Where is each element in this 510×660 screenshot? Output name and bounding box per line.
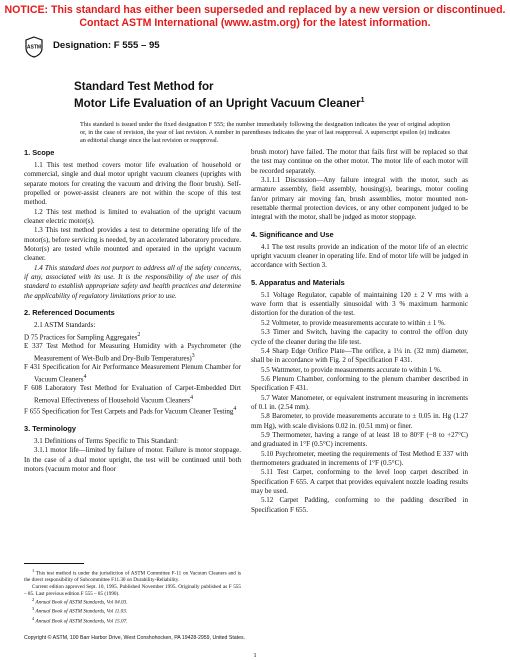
- footnote-2-text: Annual Book of ASTM Standards, Vol 04.03.: [35, 599, 128, 606]
- ref-d75-sup: 2: [137, 331, 141, 338]
- para-5-3: 5.3 Timer and Switch, having the capacity to control the off/on duty cycle of the cleaner during the life test.: [251, 328, 468, 346]
- ref-f608-sup: 4: [190, 394, 194, 401]
- footnote-1-b: Current edition approved Sept. 10, 1995. Published November 1995. Originally published as F 555 – 85. Last previous edition F 555 – 85 (1990).: [24, 583, 241, 597]
- right-column: [251, 148, 468, 515]
- ref-d75: [24, 331, 241, 343]
- ref-f431: [24, 363, 241, 384]
- ref-e337: [24, 342, 241, 363]
- heading-apparatus: 5. Apparatus and Materials: [251, 277, 345, 287]
- title-line-1: Standard Test Method for: [74, 80, 214, 93]
- para-5-10: 5.10 Psychrometer, meeting the requirements of Test Method E 337 with thermometers graduated in increments of 1°F (0.5°C).: [251, 449, 468, 467]
- title-line-2-wrap: [74, 94, 454, 111]
- heading-scope: 1. Scope: [24, 148, 55, 157]
- footnote-4-text: Annual Book of ASTM Standards, Vol 15.07.: [35, 618, 128, 625]
- document-title: [74, 80, 454, 111]
- para-3-1-1-1: 3.1.1.1 Discussion—Any failure integral with the motor, such as armature assembly, field assembly, housing(s), bearings, motor cooling fan/or primary air moving fan, brush assemblies, motor mounted non-resettable thermal protection devices, or any other component judged to be integral with the motor, shall be judged as motor stoppage.: [251, 176, 468, 222]
- notice-line-2: Contact ASTM International (www.astm.org) for the latest information.: [79, 17, 431, 29]
- ref-f608-text: F 608 Laboratory Test Method for Evaluation of Carpet-Embedded Dirt Removal Effectiveness of Household Vacuum Cleaners: [24, 384, 241, 404]
- heading-significance: 4. Significance and Use: [251, 229, 334, 239]
- footnote-divider: [24, 563, 84, 564]
- left-column: [24, 148, 241, 474]
- para-5-12: 5.12 Carpet Padding, conforming to the padding described in Specification F 655.: [251, 496, 468, 514]
- para-5-4: 5.4 Sharp Edge Orifice Plate—The orifice, a 1¼ in. (32 mm) diameter, shall be in accordance with Fig. 2 of Specification F 431.: [251, 346, 468, 365]
- para-5-7: 5.7 Water Manometer, or equivalent instrument measuring in increments of 0.1 in. (2.54 mm).: [251, 393, 468, 411]
- ref-d75-text: D 75 Practices for Sampling Aggregates: [24, 332, 138, 341]
- ref-f655-text: F 655 Specification for Test Carpets and Pads for Vacuum Cleaner Testing: [24, 407, 234, 416]
- para-5-1: 5.1 Voltage Regulator, capable of maintaining 120 ± 2 V rms with a wave form that is essentially sinusoidal with 3 % maximum harmonic distortion for the duration of the test.: [251, 290, 468, 318]
- page-number: 1: [253, 652, 257, 659]
- footnotes: [24, 568, 241, 625]
- para-1-2: 1.2 This test method is limited to evaluation of the upright vacuum cleaner electric motor(s).: [24, 207, 241, 226]
- para-1-3: 1.3 This test method provides a test to determine operating life of the motor(s), before servicing is needed, by an accelerated laboratory procedure. Motor(s) are tested while mounted and operated in the upright vacuum cleaner.: [24, 226, 241, 263]
- para-5-8: 5.8 Barometer, to provide measurements accurate to ± 0.05 in. Hg (1.27 mm Hg), with scale divisions 0.02 in. (0.51 mm) or finer.: [251, 412, 468, 430]
- para-2-1: 2.1 ASTM Standards:: [34, 321, 96, 330]
- notice-line-1: NOTICE: This standard has either been superseded and replaced by a new version or discontinued.: [4, 4, 506, 16]
- para-3-1: 3.1 Definitions of Terms Specific to This Standard:: [34, 436, 179, 445]
- heading-referenced-documents: 2. Referenced Documents: [24, 308, 115, 318]
- footnote-1-text: This test method is under the jurisdiction of ASTM Committee F-11 on Vacuum Cleaners and is the direct responsibility of Subcommittee F11.30 on Durability-Reliability.: [24, 570, 241, 584]
- para-5-2: 5.2 Voltmeter, to provide measurements accurate to within ± 1 %.: [261, 318, 446, 327]
- footnote-4: $^4$ Annual Book of ASTM Standards, Vol 15.07.: [32, 615, 128, 625]
- footnote-2: $^2$ Annual Book of ASTM Standards, Vol 04.03.: [32, 597, 128, 606]
- ref-f431-sup: 4: [83, 373, 87, 380]
- para-1-1: 1.1 This test method covers motor life evaluation of household or commercial, single and dual motor upright vacuum cleaners (uprights with separate motors for creating the vacuum and driving the floor brush). Self-propelled or power-assist cleaners are not within the scope of this test method.: [24, 161, 241, 207]
- designation: Designation: F 555 – 95: [53, 40, 160, 51]
- title-footnote-marker: 1: [360, 97, 365, 104]
- ref-f655: [24, 405, 241, 417]
- heading-terminology: 3. Terminology: [24, 423, 77, 433]
- supersede-notice: [0, 4, 510, 30]
- copyright-line: Copyright © ASTM, 100 Barr Harbor Drive, West Conshohocken, PA 19428-2959, United States.: [24, 635, 246, 641]
- astm-logo-icon: [24, 36, 44, 58]
- para-5-5: 5.5 Wattmeter, to provide measurements accurate to within 1 %.: [261, 365, 442, 374]
- ref-f608: [24, 384, 241, 405]
- svg-text:ASTM: ASTM: [26, 44, 42, 51]
- ref-f431-text: F 431 Specification for Air Performance Measurement Plenum Chamber for Vacuum Cleaners: [24, 363, 241, 383]
- footnote-1: $^1$ This test method is under the jurisdiction of ASTM Committee F-11 on Vacuum Cleaners and is the direct responsibility of Subcommittee F11.30 on Durability-Reliability.: [24, 568, 241, 584]
- para-5-9: 5.9 Thermometer, having a range of at least 18 to 80°F (−8 to +27°C) and graduated in 1°F (0.5°C) increments.: [251, 430, 468, 449]
- ref-e337-sup: 3: [191, 352, 195, 359]
- para-4-1: 4.1 The test results provide an indication of the motor life of an electric upright vacuum cleaner in operating life. End of motor life will be judged in accordance with Section 3.: [251, 242, 468, 270]
- ref-f655-sup: 4: [233, 406, 237, 413]
- ref-e337-text: E 337 Test Method for Measuring Humidity with a Psychrometer (the Measurement of Wet-Bulb and Dry-Bulb Temperatures): [24, 342, 241, 362]
- footnote-3-text: Annual Book of ASTM Standards, Vol 11.03.: [35, 609, 128, 616]
- para-3-1-1-continued: brush motor) have failed. The motor that fails first will be replaced so that the test may continue on the other motor. The motor life of each motor will be recorded separately.: [251, 148, 468, 175]
- para-5-6: 5.6 Plenum Chamber, conforming to the plenum chamber described in Specification F 431.: [251, 374, 468, 393]
- para-5-11: 5.11 Test Carpet, conforming to the level loop carpet described in Specification F 655. A carpet that provides equivalent nozzle loading results may be used.: [251, 468, 468, 495]
- footnote-3: $^3$ Annual Book of ASTM Standards, Vol 11.03.: [32, 606, 128, 616]
- para-3-1-1: 3.1.1 motor life—limited by failure of motor. Failure is motor stoppage. In the case of a dual motor upright, the test will be continued until both motors (vacuum motor and floor: [24, 446, 241, 473]
- issuance-note: This standard is issued under the fixed designation F 555; the number immediately following the designation indicates the year of original adoption or, in the case of revision, the year of last revision. A number in parentheses indicates the year of last reapproval. A superscript epsilon (e) indicates an editorial change since the last revision or reapproval.: [80, 121, 450, 145]
- para-1-4-text: 1.4 This standard does not purport to address all of the safety concerns, if any, associated with its use. It is the responsibility of the user of this standard to establish appropriate safety and health practices and determine the applicability of regulatory limitations prior to use.: [24, 263, 241, 300]
- para-1-4: [24, 264, 241, 301]
- title-line-2: Motor Life Evaluation of an Upright Vacuum Cleaner: [74, 96, 361, 110]
